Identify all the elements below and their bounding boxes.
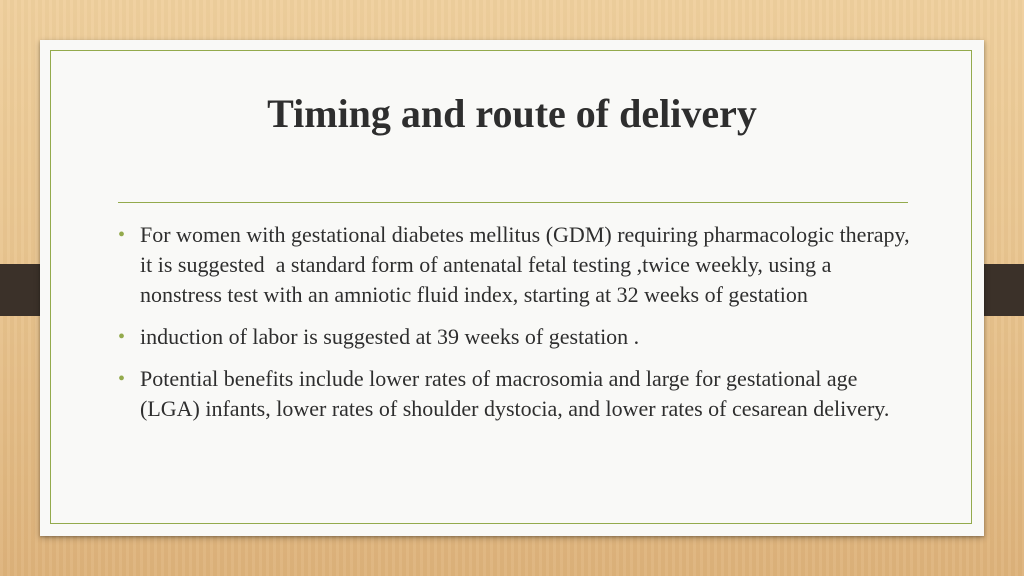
bullet-icon: • bbox=[118, 326, 126, 348]
title-divider bbox=[118, 202, 908, 203]
slide-paper bbox=[40, 40, 984, 536]
bullet-text: Potential benefits include lower rates of macrosomia and large for gestational age (LGA) infants, lower rates of shoulder dystocia, and lower rates of cesarean delivery. bbox=[140, 366, 890, 421]
bullet-icon: • bbox=[118, 368, 126, 390]
bullet-item bbox=[118, 322, 918, 352]
bullet-text: For women with gestational diabetes mellitus (GDM) requiring pharmacologic therapy, it is suggested a standard form of antenatal fetal testing ,twice weekly, using a nonstress test with an amniotic fluid index, starting at 32 weeks of gestation bbox=[140, 222, 916, 307]
bullet-text: induction of labor is suggested at 39 weeks of gestation . bbox=[140, 324, 640, 349]
bullet-list bbox=[118, 220, 918, 436]
bullet-item bbox=[118, 220, 918, 310]
bullet-item bbox=[118, 364, 918, 424]
slide-title: Timing and route of delivery bbox=[267, 91, 757, 136]
bullet-icon: • bbox=[118, 224, 126, 246]
